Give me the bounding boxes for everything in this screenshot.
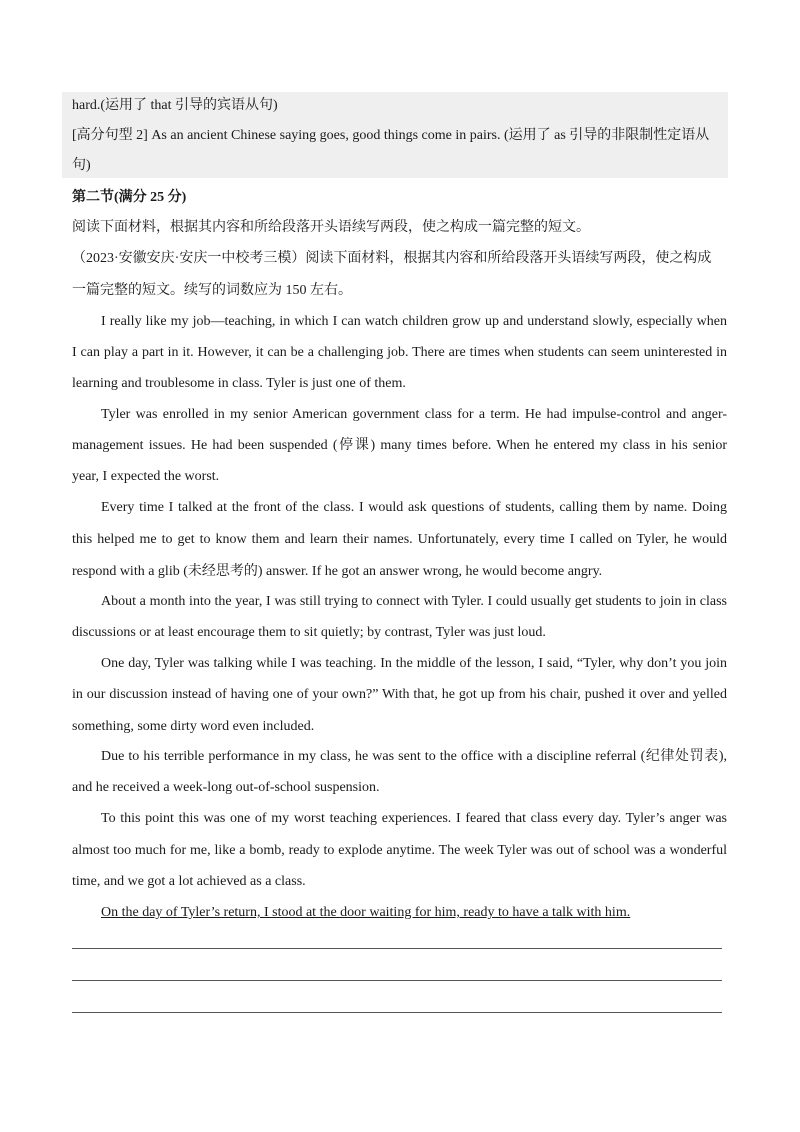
source-line-1: （2023·安徽安庆·安庆一中校考三模）阅读下面材料，根据其内容和所给段落开头语续写两段，使之构成 bbox=[72, 251, 712, 266]
box-line-3: 句) bbox=[72, 158, 91, 173]
box-line-1: hard.(运用了 that 引导的宾语从句) bbox=[72, 98, 278, 113]
passage-p6-line-2: and he received a week-long out-of-school suspension. bbox=[72, 780, 380, 795]
answer-line-2[interactable] bbox=[72, 980, 722, 981]
passage-p3-line-1: Every time I talked at the front of the class. I would ask questions of students, calling them by name. Doing bbox=[101, 500, 727, 515]
section-title: 第二节(满分 25 分) bbox=[72, 190, 187, 205]
passage-p4-line-1: About a month into the year, I was still trying to connect with Tyler. I could usually get students to join in class bbox=[101, 594, 727, 609]
passage-p2-line-2: management issues. He had been suspended (停课) many times before. When he entered my class in his senior bbox=[72, 438, 727, 453]
source-line-2: 一篇完整的短文。续写的词数应为 150 左右。 bbox=[72, 283, 352, 298]
passage-p6-line-1: Due to his terrible performance in my class, he was sent to the office with a discipline referral (纪律处罚表), bbox=[101, 749, 727, 764]
passage-p7-line-3: time, and we got a lot achieved as a class. bbox=[72, 874, 306, 889]
passage-p2-line-1: Tyler was enrolled in my senior American government class for a term. He had impulse-control and anger- bbox=[101, 407, 727, 422]
passage-p5-line-2: in our discussion instead of having one of your own?” With that, he got up from his chair, pushed it over and yelled bbox=[72, 687, 727, 702]
passage-p1-line-2: I can play a part in it. However, it can be a challenging job. There are times when students can seem uninterested in bbox=[72, 345, 727, 360]
passage-p7-line-1: To this point this was one of my worst teaching experiences. I feared that class every day. Tyler’s anger was bbox=[101, 811, 727, 826]
passage-p7-line-2: almost too much for me, like a bomb, ready to explode anytime. The week Tyler was out of school was a wonderful bbox=[72, 843, 727, 858]
passage-p5-line-3: something, some dirty word even included. bbox=[72, 719, 315, 734]
passage-p1-line-3: learning and troublesome in class. Tyler is just one of them. bbox=[72, 376, 406, 391]
passage-p5-line-1: One day, Tyler was talking while I was teaching. In the middle of the lesson, I said, “Tyler, why don’t you join bbox=[101, 656, 727, 671]
passage-p3-line-3: respond with a glib (未经思考的) answer. If he got an answer wrong, he would become angry. bbox=[72, 564, 603, 579]
passage-p1-line-1: I really like my job—teaching, in which I can watch children grow up and understand slowly, especially when bbox=[101, 314, 727, 329]
passage-p4-line-2: discussions or at least encourage them to sit quietly; by contrast, Tyler was just loud. bbox=[72, 625, 546, 640]
continuation-prompt: On the day of Tyler’s return, I stood at the door waiting for him, ready to have a talk with him. bbox=[101, 905, 631, 920]
instruction: 阅读下面材料，根据其内容和所给段落开头语续写两段，使之构成一篇完整的短文。 bbox=[72, 220, 590, 235]
box-line-2: [高分句型 2] As an ancient Chinese saying goes, good things come in pairs. (运用了 as 引导的非限制性定语从 bbox=[72, 128, 710, 143]
answer-line-3[interactable] bbox=[72, 1012, 722, 1013]
passage-p2-line-3: year, I expected the worst. bbox=[72, 469, 220, 484]
passage-p3-line-2: this helped me to get to know them and learn their names. Unfortunately, every time I called on Tyler, he would bbox=[72, 532, 727, 547]
answer-line-1[interactable] bbox=[72, 948, 722, 949]
